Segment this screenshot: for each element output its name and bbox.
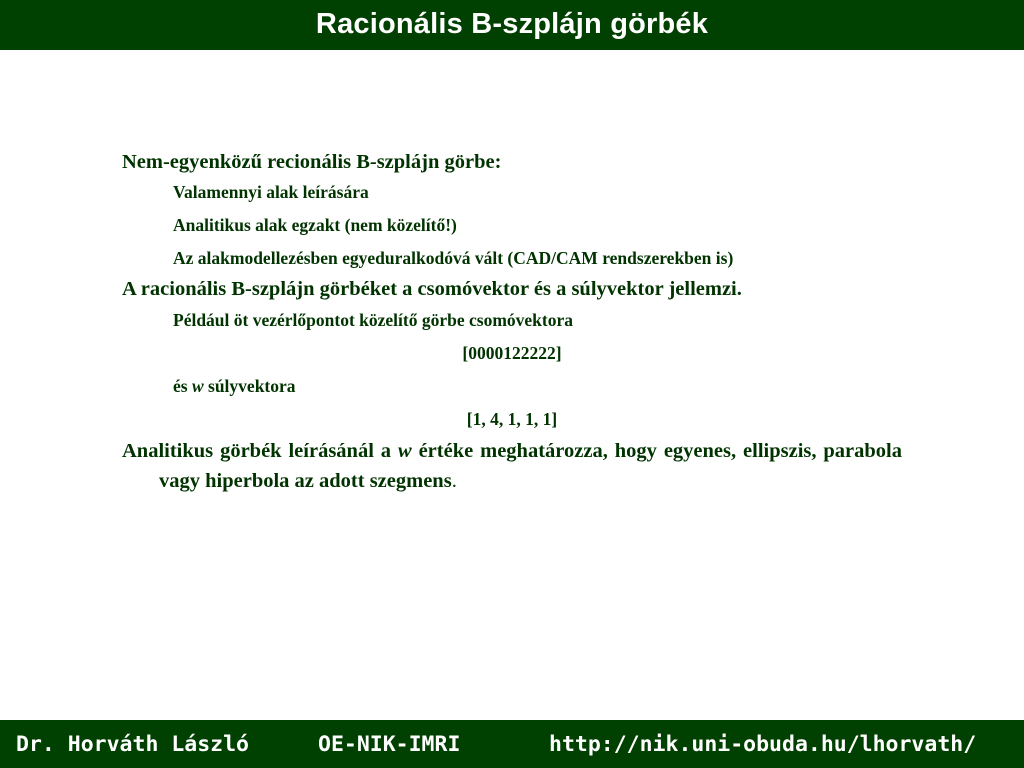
knot-vector: [0000122222] xyxy=(462,343,562,363)
page-title: Racionális B-szplájn görbék xyxy=(315,7,709,40)
sub-weight-suffix: súlyvektora xyxy=(203,376,296,396)
bullet-vectors: A racionális B-szplájn görbéket a csomóvektor és a súlyvektor jellemzi. xyxy=(122,278,742,300)
analytic-variable: w xyxy=(397,440,412,462)
sub-knot-example: Például öt vezérlőpontot közelítő görbe csomóvektora xyxy=(173,310,573,330)
sub-cad-cam: Az alakmodellezésben egyeduralkodóvá vált (CAD/CAM rendszerekben is) xyxy=(173,248,734,268)
sub-all-shapes: Valamennyi alak leírására xyxy=(173,182,369,202)
footer-bar xyxy=(0,720,1024,768)
footer-url[interactable]: http://nik.uni-obuda.hu/lhorvath/ xyxy=(549,731,977,757)
bullet-analytic-end: . xyxy=(451,470,457,492)
title-bar xyxy=(0,0,1024,50)
slide-content xyxy=(122,150,902,496)
bullet-nonuniform: Nem-egyenközű recionális B-szplájn görbe: xyxy=(122,151,502,173)
weight-variable: w xyxy=(191,376,204,396)
sub-weight-prefix: és xyxy=(173,376,192,396)
weight-vector: [1, 4, 1, 1, 1] xyxy=(466,409,558,429)
footer-author: Dr. Horváth László xyxy=(16,731,249,757)
bullet-analytic-suffix: értéke meghatározza, hogy egyenes, ellipszis, parabola vagy hiperbola az adott szegmens xyxy=(159,440,903,492)
sub-weight-example xyxy=(122,375,902,397)
sub-exact-form: Analitikus alak egzakt (nem közelítő!) xyxy=(173,215,457,235)
footer-institute: OE-NIK-IMRI xyxy=(318,731,461,757)
bullet-analytic xyxy=(122,436,902,496)
bullet-analytic-prefix: Analitikus görbék leírásánál a xyxy=(122,440,398,462)
